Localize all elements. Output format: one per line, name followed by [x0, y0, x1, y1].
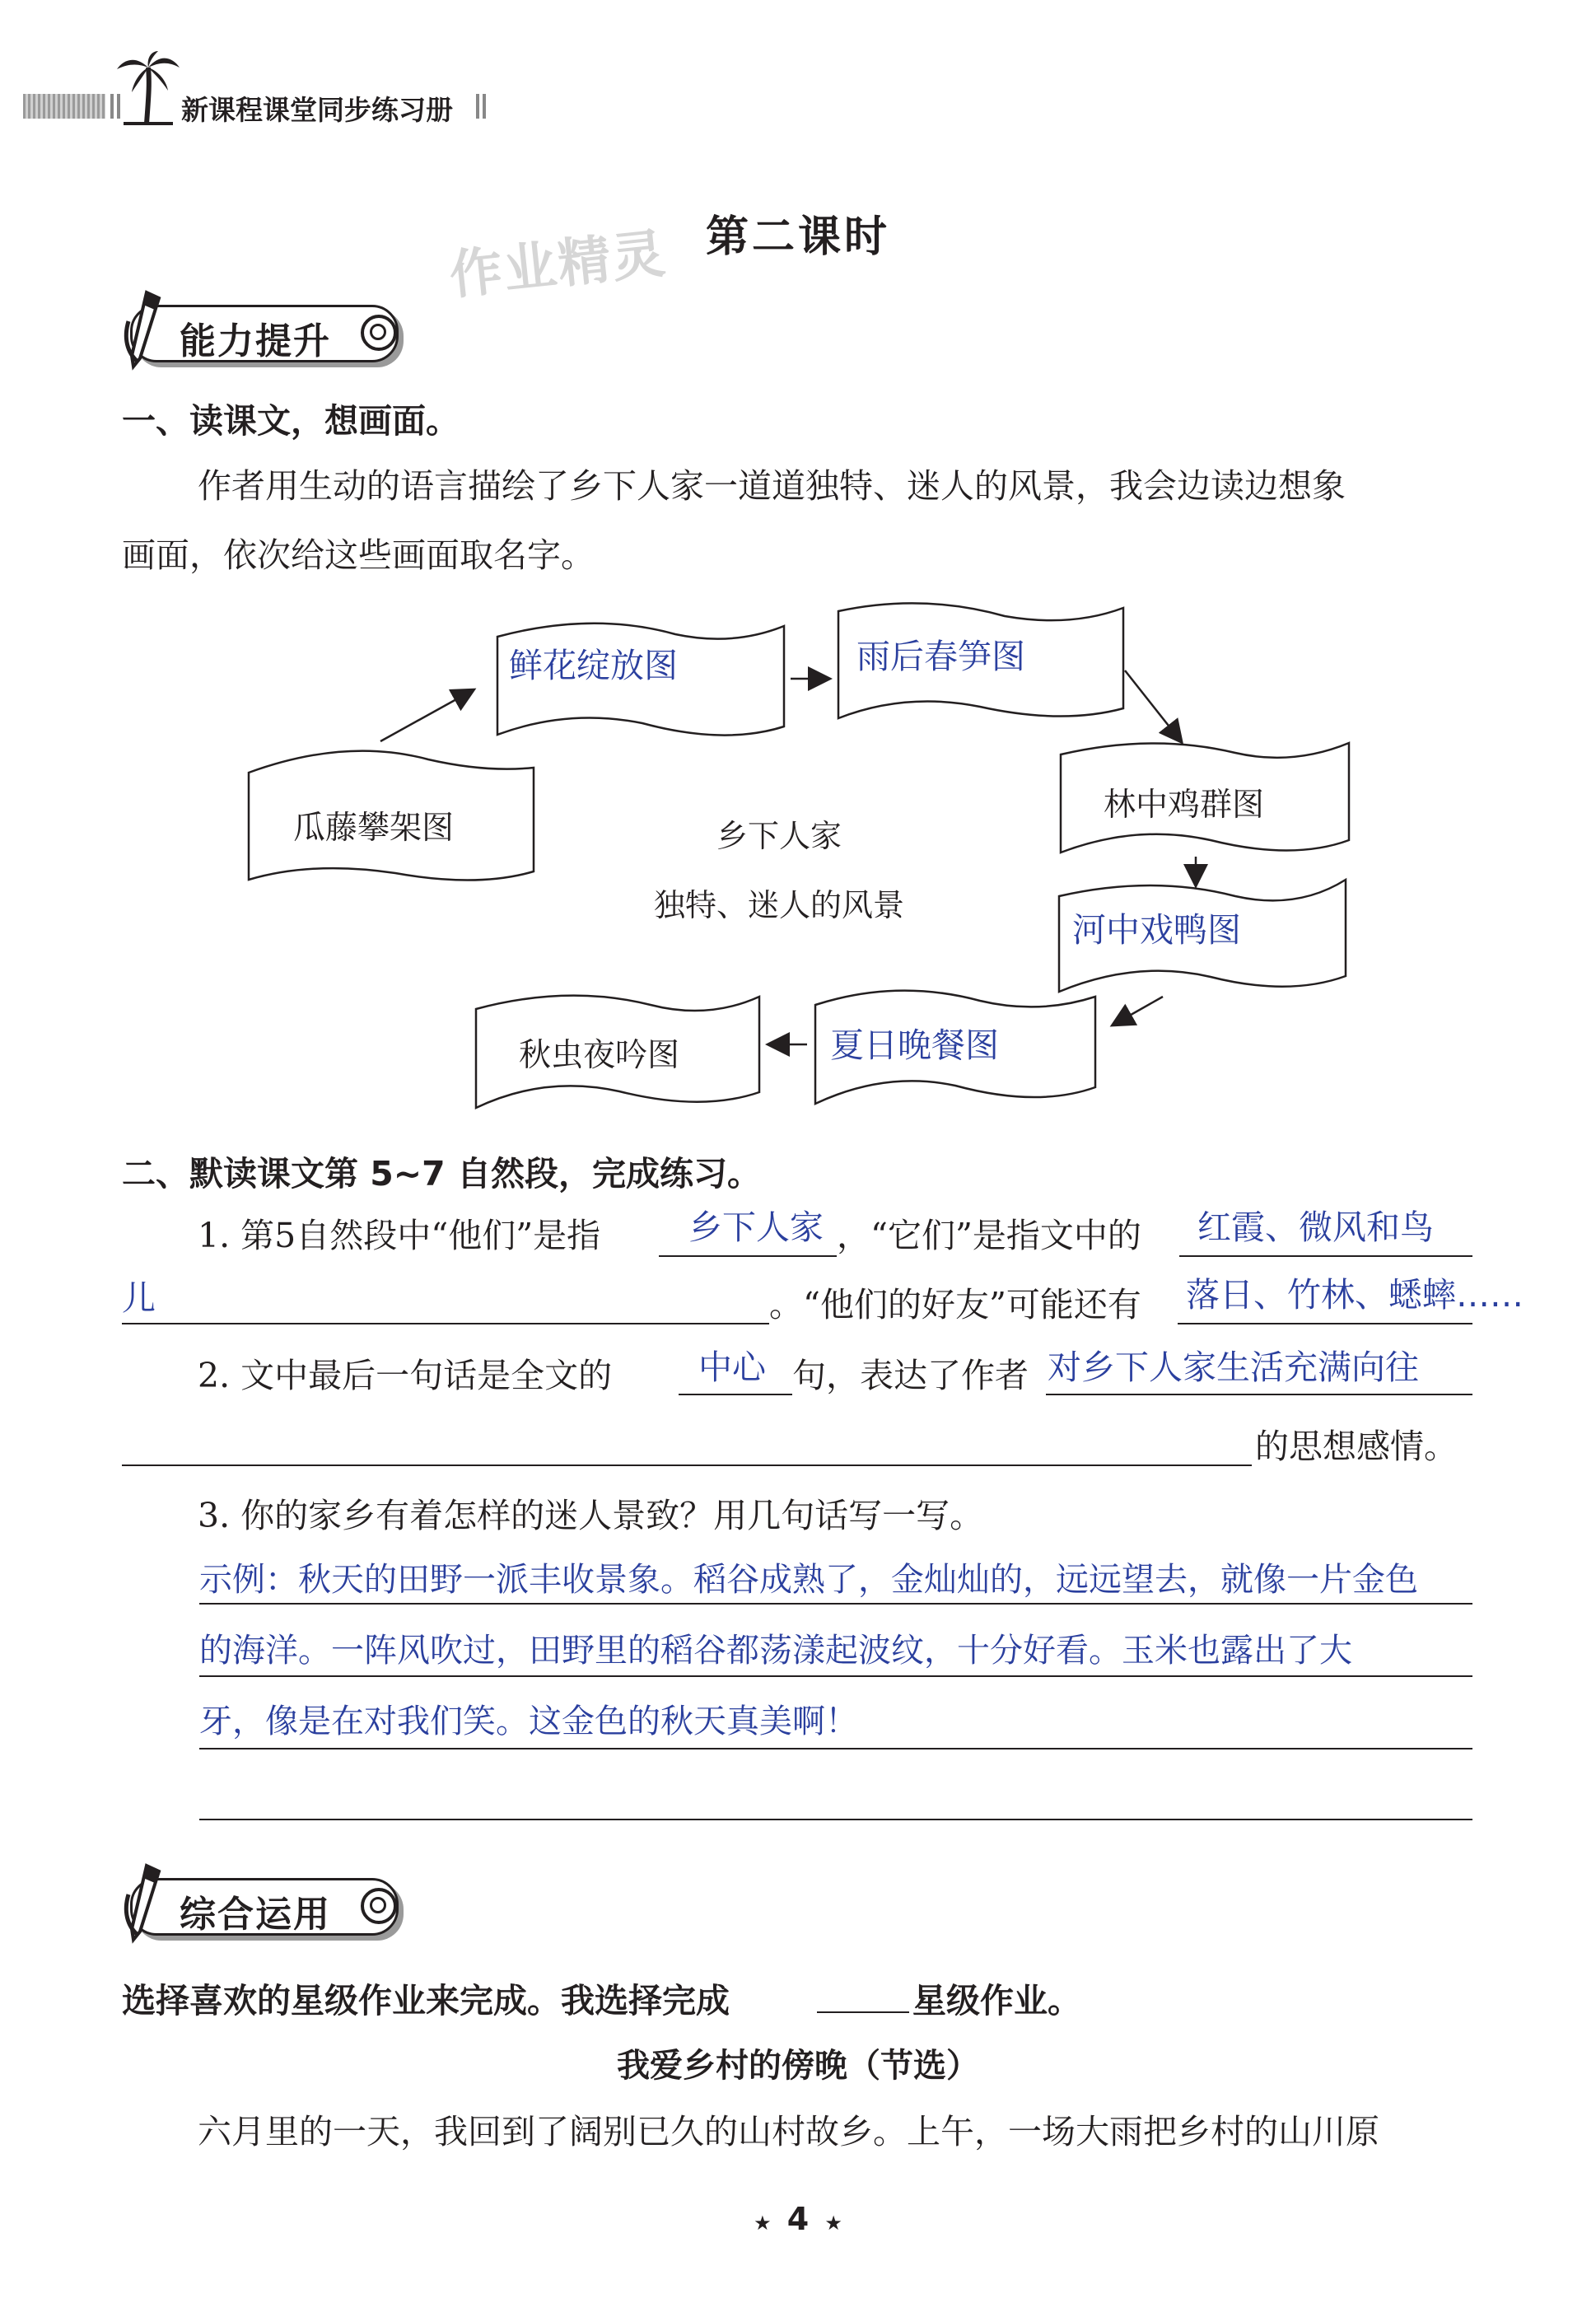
diagram-center-title: 乡下人家 [716, 818, 842, 854]
arrow [380, 690, 473, 741]
scenery-diagram [0, 0, 1596, 1153]
q2-item2-mid: 句，表达了作者 [792, 1356, 1029, 1395]
book-title: 新课程课堂同步练习册 [181, 94, 453, 126]
q2-item1-answer-c: 落日、竹林、蟋蟀…… [1186, 1275, 1524, 1315]
q2-item2-answer-b: 对乡下人家生活充满向往 [1048, 1348, 1419, 1387]
arrow [1125, 670, 1181, 741]
q2-item2-answer-a: 中心 [698, 1348, 766, 1387]
answer-line [122, 1464, 1252, 1466]
q2-item3-answer-line: 的海洋。一阵风吹过，田野里的稻谷都荡漾起波纹，十分好看。玉米也露出了大 [199, 1632, 1352, 1670]
scroll-label-7: 秋虫夜吟图 [519, 1037, 680, 1074]
question-1-heading: 一、读课文，想画面。 [122, 401, 460, 441]
answer-line [122, 1323, 769, 1324]
star-icon: ★ [754, 2212, 772, 2235]
answer-line [1046, 1394, 1472, 1395]
badge-circle-icon [361, 1888, 397, 1924]
lesson-title: 第二课时 [705, 213, 890, 262]
section-badge-application: 综合运用 [122, 1878, 410, 1944]
q2-item2-prefix: 2. 文中最后一句话是全文的 [198, 1356, 613, 1395]
diagram-center-subtitle: 独特、迷人的风景 [654, 887, 905, 923]
passage-title: 我爱乡村的傍晚（节选） [617, 2047, 979, 2085]
star-choice-suffix: 星级作业。 [912, 1981, 1081, 2020]
answer-line [199, 1748, 1472, 1749]
star-icon: ★ [824, 2212, 842, 2235]
scroll-label-4: 林中鸡群图 [1104, 787, 1265, 824]
passage-text: 六月里的一天，我回到了阔别已久的山村故乡。上午，一场大雨把乡村的山川原 [198, 2112, 1379, 2151]
q2-item1-answer-b: 红霞、微风和鸟 [1197, 1208, 1434, 1247]
q2-item3-answer-line: 示例：秋天的田野一派丰收景象。稻谷成熟了，金灿灿的，远远望去，就像一片金色 [199, 1561, 1418, 1599]
scroll-answer-5: 河中戏鸭图 [1072, 910, 1241, 950]
answer-line [1179, 1255, 1472, 1257]
question-1-intro: 画面，依次给这些画面取名字。 [122, 535, 595, 575]
scroll-answer-6: 夏日晚餐图 [830, 1025, 999, 1065]
q2-item1-answer-b-cont: 儿 [122, 1278, 156, 1318]
answer-line [199, 1603, 1472, 1605]
answer-line [1178, 1323, 1472, 1324]
q2-item1-answer-a: 乡下人家 [688, 1208, 824, 1247]
q2-item3-prompt: 3. 你的家乡有着怎样的迷人景致？用几句话写一写。 [198, 1496, 984, 1535]
scroll-label-1: 瓜藤攀架图 [293, 810, 455, 847]
star-choice-blank[interactable] [817, 2011, 909, 2013]
q2-item3-answer-line: 牙，像是在对我们笑。这金色的秋天真美啊！ [199, 1703, 858, 1740]
question-1-intro: 作者用生动的语言描绘了乡下人家一道道独特、迷人的风景，我会边读边想象 [198, 466, 1346, 506]
answer-line [659, 1255, 837, 1257]
star-choice-prefix: 选择喜欢的星级作业来完成。我选择完成 [122, 1981, 730, 2020]
watermark: 作业精灵 [446, 223, 670, 307]
arrow [1113, 997, 1163, 1025]
scroll-answer-2: 鲜花绽放图 [509, 646, 678, 685]
q2-item2-suffix: 的思想感情。 [1255, 1427, 1458, 1466]
answer-line [199, 1819, 1472, 1820]
q2-item1-prefix: 1. 第5自然段中“他们”是指 [198, 1216, 601, 1255]
scroll-answer-3: 雨后春笋图 [856, 637, 1025, 676]
answer-line [679, 1394, 792, 1395]
page-footer [0, 2201, 1596, 2237]
q2-item1-mid: ，“它们”是指文中的 [837, 1216, 1141, 1255]
q2-item1-mid2: 。“他们的好友”可能还有 [769, 1285, 1141, 1324]
answer-line [199, 1675, 1472, 1677]
page-number: 4 [786, 2201, 810, 2237]
pencil-icon [122, 1862, 171, 1944]
question-2-heading: 二、默读课文第 5~7 自然段，完成练习。 [122, 1154, 761, 1194]
section-badge-ability: 能力提升 [122, 305, 410, 371]
